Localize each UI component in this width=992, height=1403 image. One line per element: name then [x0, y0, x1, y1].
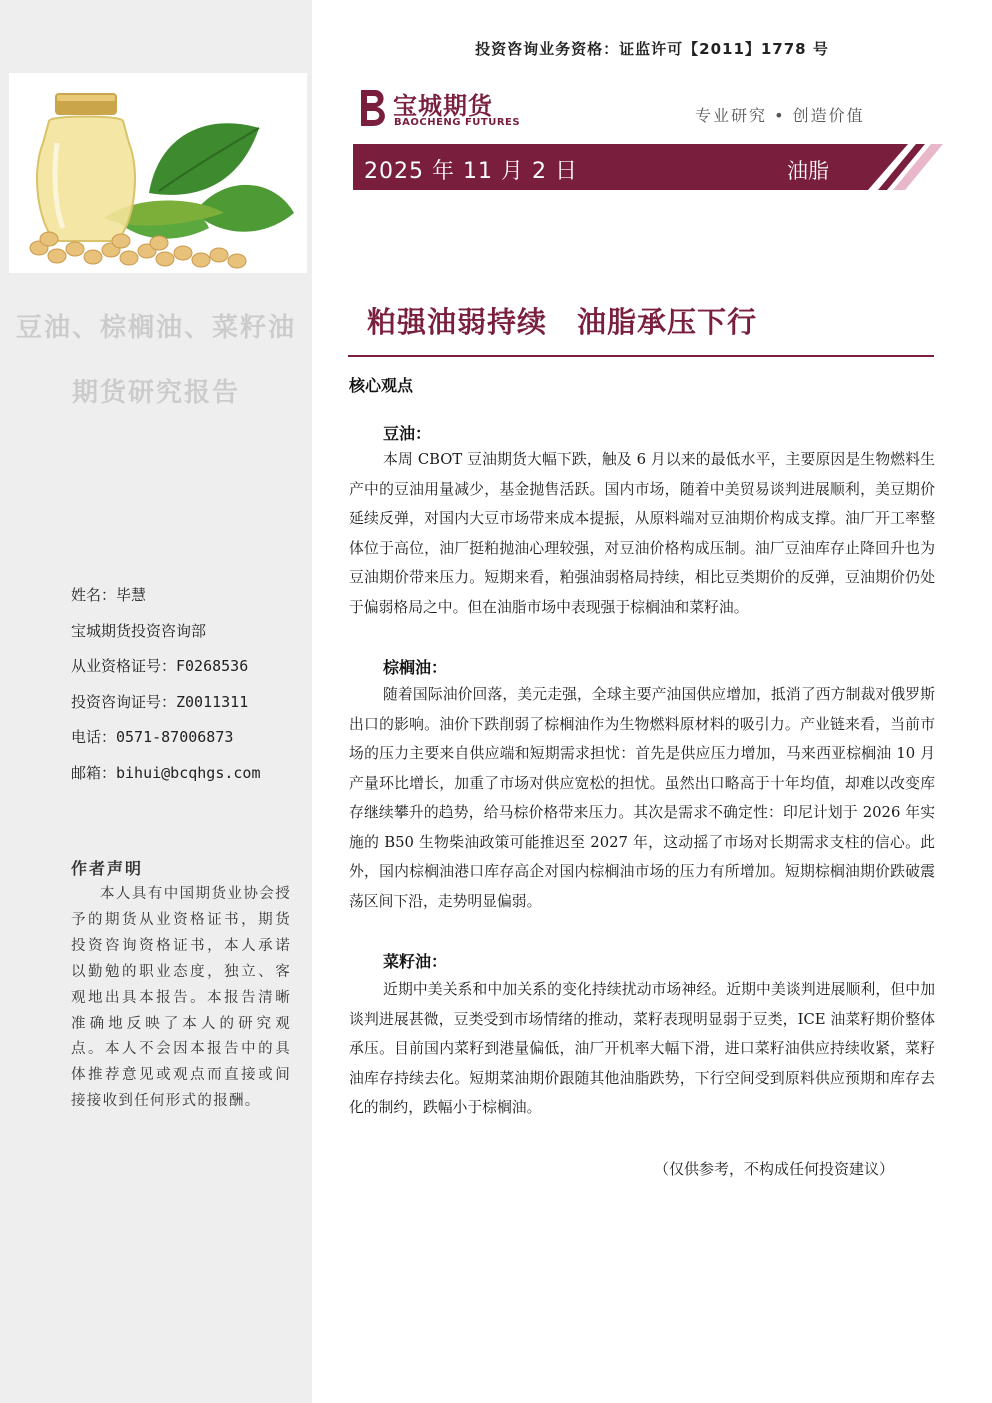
author-cert: 从业资格证号：F0268536 — [71, 657, 249, 675]
declaration-text: 本人具有中国期货业协会授予的期货从业资格证书，期货投资咨询资格证书，本人承诺以勤勉的职业态度，独立、客观地出具本报告。本报告清晰准确地反映了本人的研究观点。本人不会因本报告中的具体推荐意见或观点而直接或间接接收到任何形式的报酬。 — [71, 886, 291, 1110]
sidebar-title-line1: 豆油、棕榈油、菜籽油 — [15, 313, 296, 343]
author-email: 邮箱：bihui@bcqhgs.com — [71, 763, 261, 782]
author-advisor-cert: 投资咨询证号：Z0011311 — [71, 692, 249, 711]
sidebar-title-line2: 期货研究报告 — [71, 378, 240, 408]
slogan: 专业研究 • 创造价值 — [695, 106, 865, 125]
baocheng-logo-icon — [355, 86, 391, 130]
report-date: 2025 年 11 月 2 日 — [364, 159, 578, 184]
author-phone: 电话：0571-87006873 — [71, 728, 234, 746]
logo-text-cn: 宝城期货 — [393, 91, 493, 120]
section-heading-rapeseed-oil: 菜籽油： — [383, 952, 448, 971]
title-divider — [348, 355, 934, 357]
report-category: 油脂 — [787, 159, 829, 183]
author-dept: 宝城期货投资咨询部 — [71, 621, 207, 640]
author-name: 姓名：毕慧 — [71, 586, 147, 604]
report-title: 粕强油弱持续 油脂承压下行 — [367, 305, 758, 339]
section-text-palm-oil: 随着国际油价回落，美元走强，全球主要产油国供应增加，抵消了西方制裁对俄罗斯出口的影响。油价下跌削弱了棕榈油作为生物燃料原材料的吸引力。产业链来看，当前市场的压力主要来自供应端和短期需求担忧：首先是供应压力增加，马来西亚棕榈油 10 月产量环比增长，加重了市场对供应宽松的担忧。虽然出口略高于十年均值，却难以改变库存继续攀升的趋势，给马棕价格带来压力。其次是需求不确定性：印尼计划于 2026 年实施的 B50 生物柴油政策可能推迟至 2027 年，这动摇了市场对长期需求支柱的信心。此外，国内棕榈油港口库存高企对国内棕榈油市场的压力有所增加。短期棕榈油期价跌破震荡区间下沿，走势明显偏弱。 — [349, 686, 935, 910]
author-info — [71, 585, 301, 798]
left-sidebar — [0, 0, 312, 1403]
section-text-soybean-oil: 本周 CBOT 豆油期货大幅下跌，触及 6 月以来的最低水平，主要原因是生物燃料生产中的豆油用量减少，基金抛售活跃。国内市场，随着中美贸易谈判进展顺利，美豆期价延续反弹，对国内大豆市场带来成本提振，从原料端对豆油期价构成支撑。油厂开工率整体位于高位，油厂挺粕抛油心理较强，对豆油价格构成压制。油厂豆油库存止降回升也为豆油期价带来压力。短期来看，粕强油弱格局持续，相比豆类期价的反弹，豆油期价仍处于偏弱格局之中。但在油脂市场中表现强于棕榈油和菜籽油。 — [349, 451, 935, 616]
logo-text-en: BAOCHENG FUTURES — [394, 117, 521, 128]
declaration-title: 作者声明 — [71, 859, 144, 878]
company-logo — [355, 86, 525, 132]
license-line: 投资咨询业务资格：证监许可【2011】1778 号 — [475, 40, 829, 58]
section-text-rapeseed-oil: 近期中美关系和中加关系的变化持续扰动市场神经。近期中美谈判进展顺利，但中加谈判进展甚微，豆类受到市场情绪的推动，菜籽表现明显弱于豆类，ICE 油菜籽期价整体承压。目前国内菜籽到港量偏低，油厂开机率大幅下滑，进口菜籽油供应持续收紧，菜籽油库存持续去化。短期菜油期价跟随其他油脂跌势，下行空间受到原料供应预期和库存去化的制约，跌幅小于棕榈油。 — [349, 981, 935, 1116]
section-heading-palm-oil: 棕榈油： — [383, 658, 448, 677]
disclaimer: （仅供参考，不构成任何投资建议） — [654, 1160, 895, 1178]
oil-jar-soybeans-leaves-icon — [9, 73, 307, 273]
section-heading-soybean-oil: 豆油： — [383, 424, 432, 443]
hero-image — [9, 73, 307, 273]
core-view-heading: 核心观点 — [349, 376, 414, 395]
